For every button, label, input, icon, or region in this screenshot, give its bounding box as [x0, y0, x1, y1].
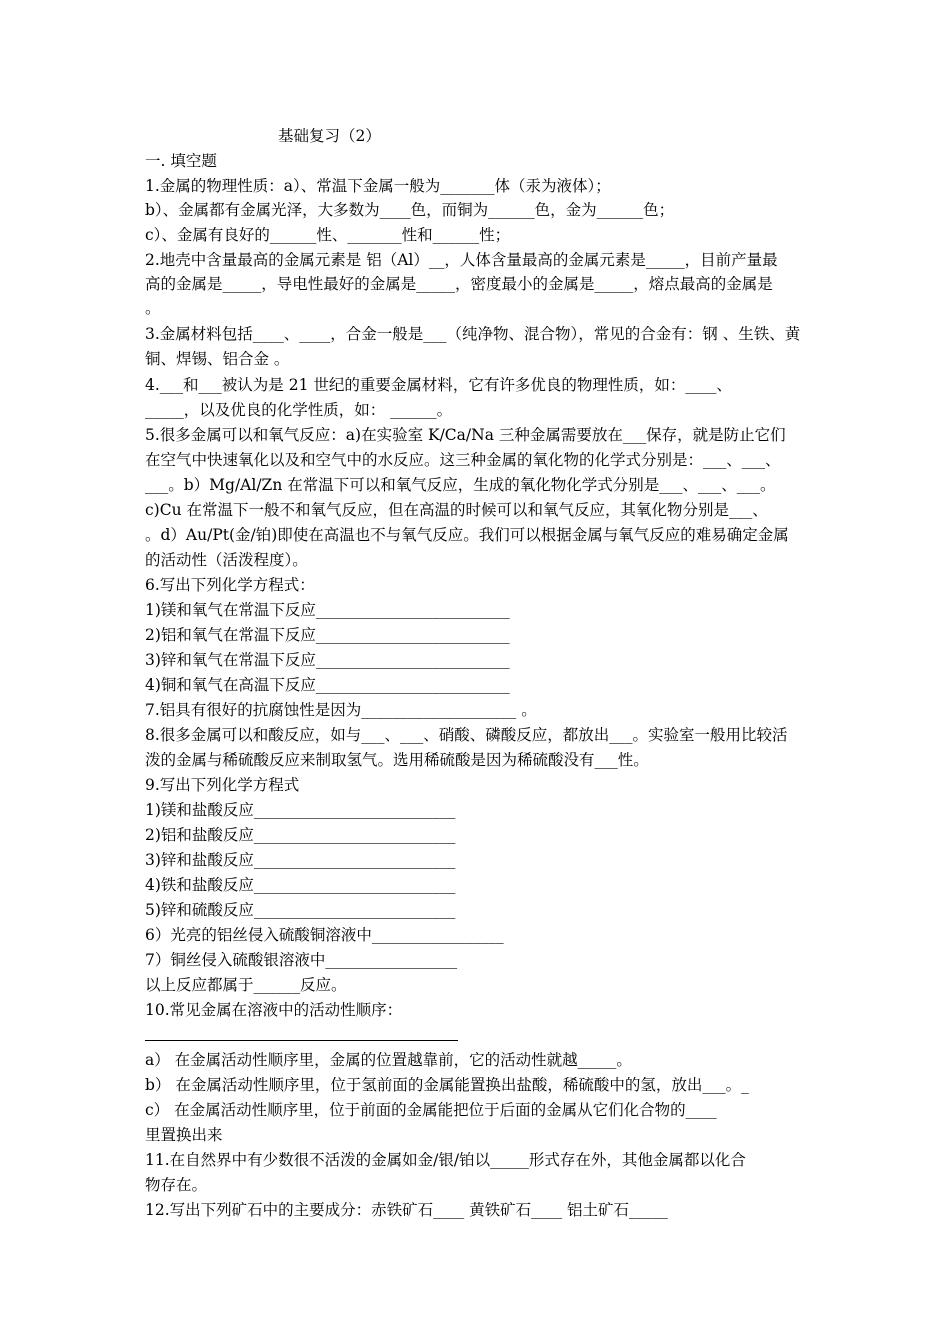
text-line: c)Cu 在常温下一般不和氧气反应，但在高温的时候可以和氧气反应，其氧化物分别是___、	[145, 501, 768, 519]
text-line: 4.___和___被认为是 21 世纪的重要金属材料，它有许多优良的物理性质，如：____、	[145, 376, 732, 394]
text-line: 2)铝和盐酸反应__________________________	[145, 826, 456, 844]
text-line: 1)镁和氧气在常温下反应_________________________	[145, 601, 510, 619]
answer-underline	[145, 1040, 458, 1041]
text-line: a） 在金属活动性顺序里，金属的位置越靠前，它的活动性就越_____。	[145, 1051, 632, 1069]
text-line: 5)锌和硫酸反应__________________________	[145, 901, 456, 919]
text-line: 4)铁和盐酸反应__________________________	[145, 876, 456, 894]
text-line: ___。b）Mg/Al/Zn 在常温下可以和氧气反应，生成的氧化物化学式分别是___、___、___。	[145, 476, 776, 494]
text-line: 3.金属材料包括____、____，合金一般是___（纯净物、混合物），常见的合金有：钢 、生铁、黄	[145, 325, 801, 343]
text-line: 6）光亮的铝丝侵入硫酸铜溶液中_________________	[145, 926, 504, 944]
text-line: 3)锌和盐酸反应__________________________	[145, 851, 456, 869]
text-line: 高的金属是_____，导电性最好的金属是_____，密度最小的金属是_____，熔点最高的金属是	[145, 275, 773, 293]
text-line: 1)镁和盐酸反应__________________________	[145, 801, 456, 819]
text-line: 8.很多金属可以和酸反应，如与___、___、硝酸、磷酸反应，都放出___。实验室一般用比较活	[145, 726, 788, 744]
section-heading: 一. 填空题	[145, 152, 217, 170]
text-line: 的活动性（活泼程度）。	[145, 551, 308, 569]
text-line: 以上反应都属于______反应。	[145, 976, 347, 994]
text-line: 10.常见金属在溶液中的活动性顺序：	[145, 1001, 403, 1019]
text-line: 1.金属的物理性质：a）、常温下金属一般为_______体（汞为液体）；	[145, 177, 611, 195]
text-line: 2.地壳中含量最高的金属元素是 铝（Al）__，人体含量最高的金属元素是_____，目前产量最	[145, 251, 778, 269]
text-line: 11.在自然界中有少数很不活泼的金属如金/银/铂以_____形式存在外，其他金属都以化合	[145, 1151, 746, 1169]
page-title: 基础复习（2）	[278, 127, 381, 145]
text-line: 7.铝具有很好的抗腐蚀性是因为____________________ 。	[145, 701, 537, 719]
text-line: c）、金属有良好的______性、_______性和______性；	[145, 226, 511, 244]
text-line: 泼的金属与稀硫酸反应来制取氢气。选用稀硫酸是因为稀硫酸没有___性。	[145, 751, 649, 769]
text-line: 铜、焊锡、铝合金 。	[145, 350, 290, 368]
text-line: 9.写出下列化学方程式	[145, 776, 300, 794]
text-line: 3)锌和氧气在常温下反应_________________________	[145, 651, 510, 669]
text-line: 2)铝和氧气在常温下反应_________________________	[145, 626, 510, 644]
text-line: b）、金属都有金属光泽，大多数为____色，而铜为______色，金为______色；	[145, 201, 675, 219]
text-line: 12.写出下列矿石中的主要成分：赤铁矿石____ 黄铁矿石____ 铝土矿石_____	[145, 1201, 668, 1219]
text-line: c） 在金属活动性顺序里，位于前面的金属能把位于后面的金属从它们化合物的____	[145, 1101, 717, 1119]
text-line: 在空气中快速氧化以及和空气中的水反应。这三种金属的氧化物的化学式分别是：___、___、	[145, 451, 781, 469]
text-line: 6.写出下列化学方程式：	[145, 576, 315, 594]
text-line: 7）铜丝侵入硫酸银溶液中_________________	[145, 951, 458, 969]
text-line: 里置换出来	[145, 1126, 223, 1144]
text-line: 物存在。	[145, 1176, 208, 1194]
text-line: 。	[145, 299, 161, 317]
text-line: 4)铜和氧气在高温下反应_________________________	[145, 676, 510, 694]
text-line: 5.很多金属可以和氧气反应：a)在实验室 K/Ca/Na 三种金属需要放在___保存，就是防止它们	[145, 426, 786, 444]
text-line: b） 在金属活动性顺序里，位于氢前面的金属能置换出盐酸，稀硫酸中的氢，放出___。_	[145, 1076, 749, 1094]
text-line: 。d）Au/Pt(金/铂)即使在高温也不与氧气反应。我们可以根据金属与氧气反应的难易确定金属	[145, 526, 789, 544]
text-line: _____，以及优良的化学性质，如： ______。	[145, 401, 453, 419]
